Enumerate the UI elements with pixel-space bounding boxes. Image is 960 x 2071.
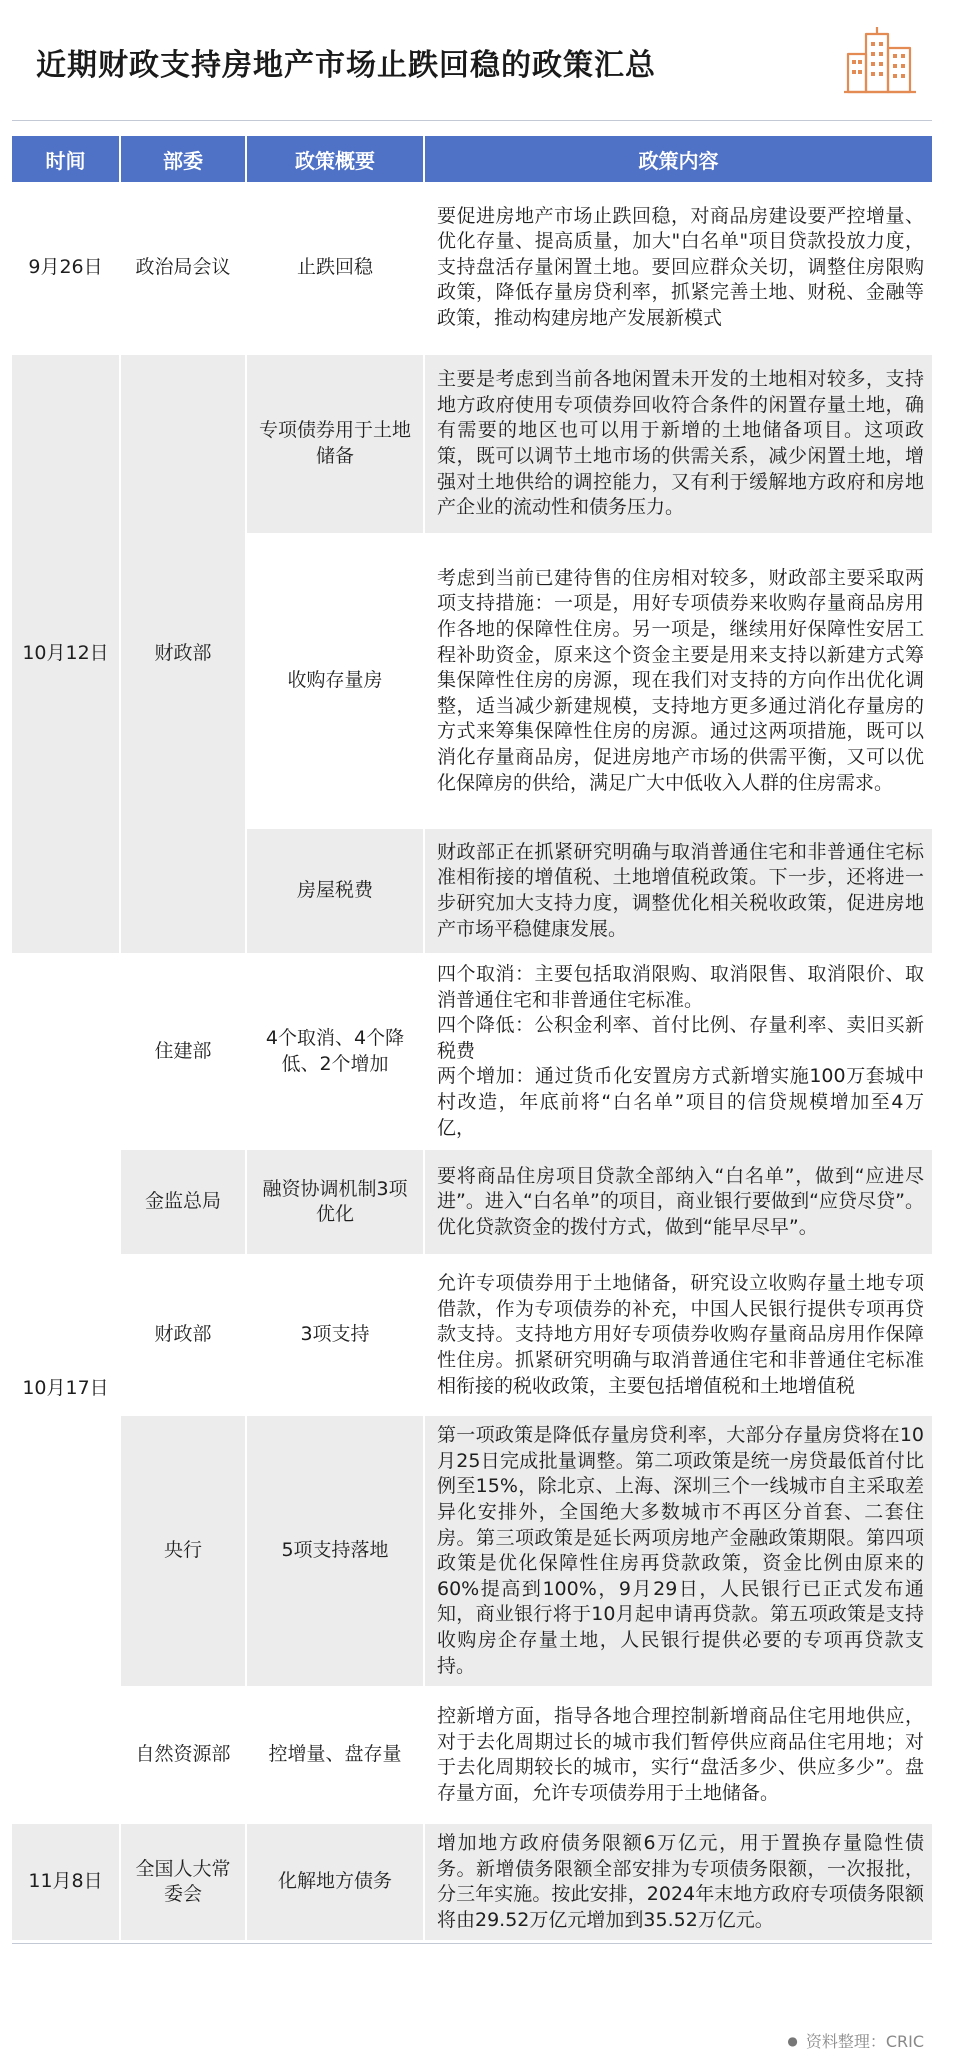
- summary-cell: 控增量、盘存量: [246, 1687, 424, 1823]
- table-row: [12, 182, 932, 354]
- summary-cell: 收购存量房: [246, 534, 424, 828]
- dept-cell: 央行: [120, 1415, 246, 1687]
- content-cell: 财政部正在抓紧研究明确与取消普通住宅和非普通住宅标准相衔接的增值税、土地增值税政策。下一步，还将进一步研究加大支持力度，调整优化相关税收政策，促进房地产市场平稳健康发展。: [424, 828, 932, 954]
- content-cell: 控新增方面，指导各地合理控制新增商品住宅用地供应，对于去化周期过长的城市我们暂停供应商品住宅用地；对于去化周期较长的城市，实行“盘活多少、供应多少”。盘存量方面，允许专项债券用于土地储备。: [424, 1687, 932, 1823]
- dept-cell: 住建部: [120, 954, 246, 1149]
- table-row: [12, 1823, 932, 1941]
- dept-cell: 全国人大常委会: [120, 1823, 246, 1941]
- source-note: [787, 2030, 924, 2053]
- date-cell: 9月26日: [12, 182, 120, 354]
- table-row: [12, 1687, 932, 1823]
- summary-cell: 化解地方债务: [246, 1823, 424, 1941]
- table-row: [12, 354, 932, 534]
- table-row: [12, 1149, 932, 1255]
- bottom-divider: [12, 1943, 932, 1944]
- content-cell: [424, 954, 932, 1149]
- date-cell: 10月12日: [12, 354, 120, 954]
- summary-cell: 4个取消、4个降低、2个增加: [246, 954, 424, 1149]
- dept-cell: 财政部: [120, 1255, 246, 1415]
- dept-cell: 政治局会议: [120, 182, 246, 354]
- table-row: [12, 1255, 932, 1415]
- date-cell: 11月8日: [12, 1823, 120, 1941]
- header-dept: 部委: [120, 136, 246, 182]
- content-line: 四个取消：主要包括取消限购、取消限售、取消限价、取消普通住宅和非普通住宅标准。: [437, 963, 924, 1011]
- dept-cell: 财政部: [120, 354, 246, 954]
- source-text: 资料整理：CRIC: [805, 2032, 924, 2051]
- bullet-icon: ●: [787, 2034, 798, 2048]
- table-row: [12, 954, 932, 1149]
- table-header-row: [12, 136, 932, 182]
- buildings-icon: [842, 24, 918, 96]
- title-divider: [12, 120, 932, 121]
- content-cell: 要将商品住房项目贷款全部纳入“白名单”，做到“应进尽进”。进入“白名单”的项目，商业银行要做到“应贷尽贷”。优化贷款资金的拨付方式，做到“能早尽早”。: [424, 1149, 932, 1255]
- dept-cell: 金监总局: [120, 1149, 246, 1255]
- summary-cell: 融资协调机制3项优化: [246, 1149, 424, 1255]
- page-title: 近期财政支持房地产市场止跌回稳的政策汇总: [36, 48, 656, 83]
- date-cell: 10月17日: [12, 954, 120, 1823]
- table-row: [12, 1415, 932, 1687]
- header-date: 时间: [12, 136, 120, 182]
- content-cell: 增加地方政府债务限额6万亿元，用于置换存量隐性债务。新增债务限额全部安排为专项债务限额，一次报批，分三年实施。按此安排，2024年末地方政府专项债务限额将由29.52万亿元增加到35.52万亿元。: [424, 1823, 932, 1941]
- summary-cell: 5项支持落地: [246, 1415, 424, 1687]
- header-content: 政策内容: [424, 136, 932, 182]
- content-cell: 要促进房地产市场止跌回稳，对商品房建设要严控增量、优化存量、提高质量，加大"白名单"项目贷款投放力度，支持盘活存量闲置土地。要回应群众关切，调整住房限购政策，降低存量房贷利率，抓紧完善土地、财税、金融等政策，推动构建房地产发展新模式: [424, 182, 932, 354]
- content-line: 四个降低：公积金利率、首付比例、存量利率、卖旧买新税费: [437, 1014, 924, 1062]
- content-cell: 主要是考虑到当前各地闲置未开发的土地相对较多，支持地方政府使用专项债券回收符合条件的闲置存量土地，确有需要的地区也可以用于新增的土地储备项目。这项政策，既可以调节土地市场的供需关系，减少闲置土地，增强对土地供给的调控能力，又有利于缓解地方政府和房地产企业的流动性和债务压力。: [424, 354, 932, 534]
- summary-cell: 3项支持: [246, 1255, 424, 1415]
- policy-table: [12, 136, 932, 1942]
- content-cell: 允许专项债券用于土地储备，研究设立收购存量土地专项借款，作为专项债券的补充，中国人民银行提供专项再贷款支持。支持地方用好专项债券收购存量商品房用作保障性住房。抓紧研究明确与取消普通住宅和非普通住宅标准相衔接的税收政策，主要包括增值税和土地增值税: [424, 1255, 932, 1415]
- summary-cell: 专项债券用于土地储备: [246, 354, 424, 534]
- summary-cell: 止跌回稳: [246, 182, 424, 354]
- dept-cell: 自然资源部: [120, 1687, 246, 1823]
- content-line: 两个增加：通过货币化安置房方式新增实施100万套城中村改造，年底前将“白名单”项目的信贷规模增加至4万亿，: [437, 1065, 924, 1139]
- summary-cell: 房屋税费: [246, 828, 424, 954]
- content-cell: 考虑到当前已建待售的住房相对较多，财政部主要采取两项支持措施：一项是，用好专项债券来收购存量商品房用作各地的保障性住房。另一项是，继续用好保障性安居工程补助资金，原来这个资金主要是用来支持以新建方式筹集保障性住房的房源，现在我们对支持的方向作出优化调整，适当减少新建规模，支持地方更多通过消化存量房的方式来筹集保障性住房的房源。通过这两项措施，既可以消化存量商品房，促进房地产市场的供需平衡，又可以优化保障房的供给，满足广大中低收入人群的住房需求。: [424, 534, 932, 828]
- content-cell: 第一项政策是降低存量房贷利率，大部分存量房贷将在10月25日完成批量调整。第二项政策是统一房贷最低首付比例至15%，除北京、上海、深圳三个一线城市自主采取差异化安排外，全国绝大多数城市不再区分首套、二套住房。第三项政策是延长两项房地产金融政策期限。第四项政策是优化保障性住房再贷款政策，资金比例由原来的60%提高到100%，9月29日，人民银行已正式发布通知，商业银行将于10月起申请再贷款。第五项政策是支持收购房企存量土地，人民银行提供必要的专项再贷款支持。: [424, 1415, 932, 1687]
- header-summary: 政策概要: [246, 136, 424, 182]
